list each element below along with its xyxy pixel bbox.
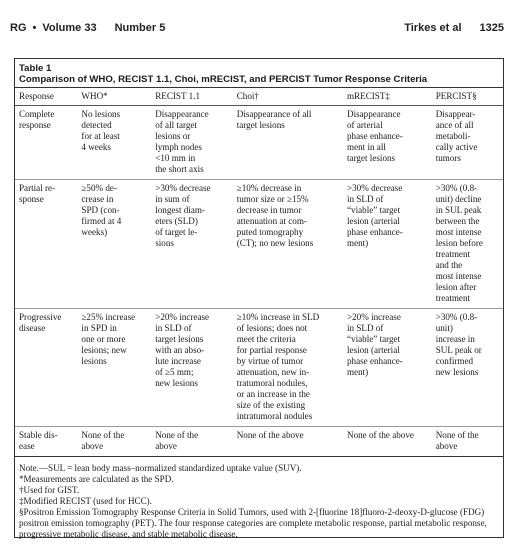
table-label: Table 1 [19, 63, 52, 74]
cell-choi: ≥10% increase in SLD of lesions; does not meet the criteria for partial response by virtue of tumor attenuation, new in- tratumoral nodules, or an increase in the size of the existing intratumoral nodules [233, 309, 343, 427]
cell-response: Stable dis- ease [15, 427, 77, 457]
table-row [15, 106, 503, 180]
cell-mrecist: None of the above [343, 427, 432, 457]
table-title: Comparison of WHO, RECIST 1.1, Choi, mRECIST, and PERCIST Tumor Response Criteria [19, 74, 428, 85]
volume-label: Volume 33 [42, 22, 97, 34]
cell-percist: None of the above [432, 427, 503, 457]
cell-who: ≥25% increase in SPD in one or more lesions; new lesions [77, 309, 151, 427]
table-note: *Measurements are calculated as the SPD. [19, 474, 174, 484]
cell-who: None of the above [77, 427, 151, 457]
table-row [15, 427, 503, 457]
table-row [15, 309, 503, 427]
authors: Tirkes et al [404, 22, 462, 34]
column-header-response: Response [15, 88, 77, 106]
cell-who: No lesions detected for at least 4 weeks [77, 106, 151, 180]
cell-choi: None of the above [233, 427, 343, 457]
cell-percist: Disappear- ance of all metaboli- cally active tumors [432, 106, 503, 180]
table-header-row [15, 88, 503, 106]
cell-choi: ≥10% decrease in tumor size or ≥15% decrease in tumor attenuation at com- puted tomography (CT); no new lesions [233, 180, 343, 309]
criteria-table [15, 88, 503, 457]
page-header [10, 22, 504, 34]
table-note: §Positron Emission Tomography Response Criteria in Solid Tumors, used with 2-[fluorine 18]fluoro-2-deoxy-D-glucose (FDG) positron emission tomography (PET). The four response categories are complete metabolic response, partial metabolic response, progressive metabolic disease, and stable metabolic disease. [19, 507, 487, 539]
cell-percist: >30% (0.8- unit) increase in SUL peak or confirmed new lesions [432, 309, 503, 427]
column-header-choi: Choi† [233, 88, 343, 106]
cell-response: Partial re- sponse [15, 180, 77, 309]
cell-recist: >20% increase in SLD of target lesions with an abso- lute increase of ≥5 mm; new lesions [151, 309, 233, 427]
table-notes [15, 457, 503, 540]
journal-name: RG [10, 22, 27, 34]
cell-recist: Disappearance of all target lesions or lymph nodes <10 mm in the short axis [151, 106, 233, 180]
cell-mrecist: >30% decrease in SLD of “viable” target lesion (arterial phase enhance- ment) [343, 180, 432, 309]
page-number: 1325 [479, 22, 504, 34]
cell-mrecist: >20% increase in SLD of “viable” target lesion (arterial phase enhance- ment) [343, 309, 432, 427]
table-note: †Used for GIST. [19, 485, 80, 495]
table-heading [15, 59, 503, 88]
table-note: Note.—SUL = lean body mass–normalized standardized uptake value (SUV). [19, 463, 302, 473]
column-header-mrecist: mRECIST‡ [343, 88, 432, 106]
cell-response: Complete response [15, 106, 77, 180]
table-note: ‡Modified RECIST (used for HCC). [19, 496, 152, 506]
cell-percist: >30% (0.8- unit) decline in SUL peak between the most intense lesion before treatment and the most intense lesion after treatment [432, 180, 503, 309]
table-row [15, 180, 503, 309]
author-page-info [404, 22, 504, 34]
cell-response: Progressive disease [15, 309, 77, 427]
table-container [14, 58, 504, 538]
cell-recist: None of the above [151, 427, 233, 457]
bullet-separator: • [32, 22, 37, 34]
issue-number: Number 5 [114, 22, 166, 34]
column-header-recist: RECIST 1.1 [151, 88, 233, 106]
cell-mrecist: Disappearance of arterial phase enhance- ment in all target lesions [343, 106, 432, 180]
cell-who: ≥50% de- crease in SPD (con- firmed at 4 weeks) [77, 180, 151, 309]
column-header-who: WHO* [77, 88, 151, 106]
journal-info [10, 22, 165, 34]
column-header-percist: PERCIST§ [432, 88, 503, 106]
cell-recist: >30% decrease in sum of longest diam- eters (SLD) of target le- sions [151, 180, 233, 309]
cell-choi: Disappearance of all target lesions [233, 106, 343, 180]
